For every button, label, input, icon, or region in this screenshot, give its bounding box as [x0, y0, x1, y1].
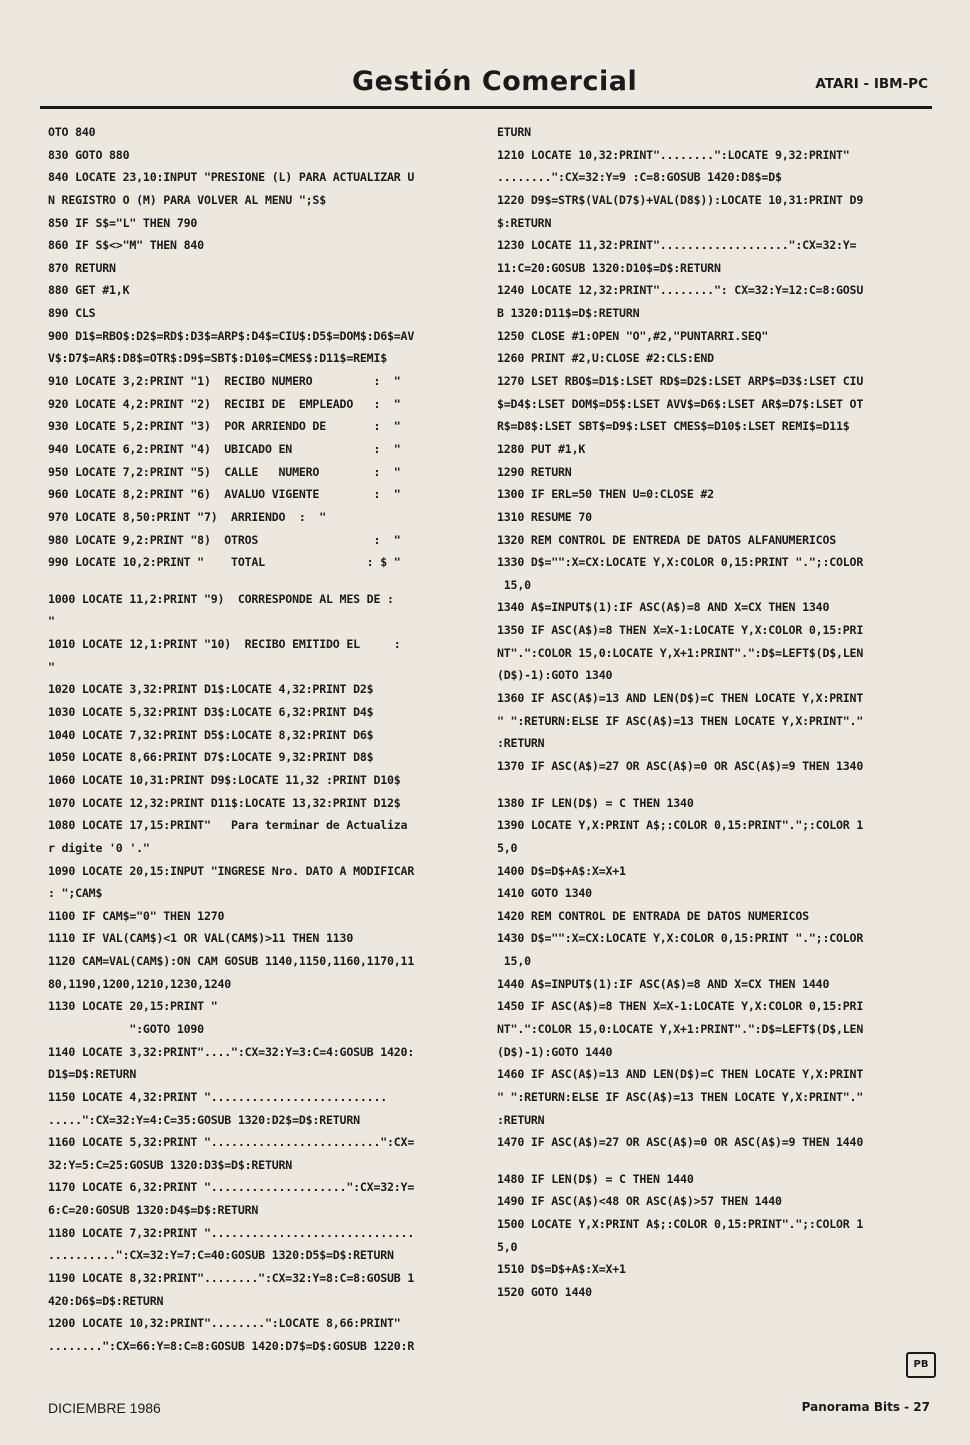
code-line: V$:D7$=AR$:D8$=OTR$:D9$=SBT$:D10$=CMES$:D11$=REMI$: [48, 351, 388, 366]
code-line: 1280 PUT #1,K: [497, 441, 586, 456]
code-line: 420:D6$=D$:RETURN: [48, 1293, 164, 1308]
code-line: 1120 CAM=VAL(CAM$):ON CAM GOSUB 1140,1150,1160,1170,11: [48, 954, 415, 969]
code-line: 32:Y=5:C=25:GOSUB 1320:D3$=D$:RETURN: [48, 1157, 293, 1172]
code-line: 1240 LOCATE 12,32:PRINT"........": CX=32:Y=12:C=8:GOSU: [497, 283, 864, 298]
code-line: 1010 LOCATE 12,1:PRINT "10) RECIBO EMITIDO EL :: [48, 637, 401, 652]
code-line: 1470 IF ASC(A$)=27 OR ASC(A$)=0 OR ASC(A$)=9 THEN 1440: [497, 1135, 864, 1150]
code-line: 860 IF S$<>"M" THEN 840: [48, 238, 204, 253]
code-line: 1090 LOCATE 20,15:INPUT "INGRESE Nro. DATO A MODIFICAR: [48, 863, 415, 878]
code-line: $=D4$:LSET DOM$=D5$:LSET AVV$=D6$:LSET AR$=D7$:LSET OT: [497, 396, 864, 411]
code-line: N REGISTRO O (M) PARA VOLVER AL MENU ";S$: [48, 192, 326, 207]
code-line: :RETURN: [497, 736, 545, 751]
code-line: 990 LOCATE 10,2:PRINT " TOTAL : $ ": [48, 555, 401, 570]
code-line: 1330 D$="":X=CX:LOCATE Y,X:COLOR 0,15:PRINT ".";:COLOR: [497, 555, 864, 570]
code-line: 1220 D9$=STR$(VAL(D7$)+VAL(D8$)):LOCATE 10,31:PRINT D9: [497, 192, 864, 207]
code-line: 11:C=20:GOSUB 1320:D10$=D$:RETURN: [497, 260, 721, 275]
code-line: ": [48, 614, 55, 629]
code-line: 1350 IF ASC(A$)=8 THEN X=X-1:LOCATE Y,X:COLOR 0,15:PRI: [497, 623, 864, 638]
magazine-logo-badge: PB: [906, 1352, 936, 1378]
code-line: 1520 GOTO 1440: [497, 1285, 592, 1300]
code-line: 1190 LOCATE 8,32:PRINT"........":CX=32:Y=8:C=8:GOSUB 1: [48, 1271, 415, 1286]
code-line: 1100 IF CAM$="0" THEN 1270: [48, 908, 225, 923]
code-line: 80,1190,1200,1210,1230,1240: [48, 976, 232, 991]
code-line: NT".":COLOR 15,0:LOCATE Y,X+1:PRINT".":D$=LEFT$(D$,LEN: [497, 1021, 864, 1036]
code-line: 950 LOCATE 7,2:PRINT "5) CALLE NUMERO : ": [48, 464, 401, 479]
footer-page-number: Panorama Bits - 27: [801, 1400, 930, 1414]
code-line: 5,0: [497, 840, 518, 855]
code-line: 1160 LOCATE 5,32:PRINT ".........................":CX=: [48, 1135, 415, 1150]
code-line: ........":CX=66:Y=8:C=8:GOSUB 1420:D7$=D$:GOSUB 1220:R: [48, 1338, 415, 1353]
code-line: 1410 GOTO 1340: [497, 886, 592, 901]
code-line: 1000 LOCATE 11,2:PRINT "9) CORRESPONDE AL MES DE :: [48, 591, 394, 606]
platform-label: ATARI - IBM-PC: [815, 76, 928, 92]
page-header: [40, 62, 932, 109]
footer-date: DICIEMBRE 1986: [48, 1400, 161, 1416]
code-line: ETURN: [497, 125, 531, 139]
code-line: r digite '0 '.": [48, 840, 150, 855]
code-line: 1340 A$=INPUT$(1):IF ASC(A$)=8 AND X=CX THEN 1340: [497, 600, 830, 615]
code-line: 1070 LOCATE 12,32:PRINT D11$:LOCATE 13,32:PRINT D12$: [48, 795, 401, 810]
code-line: 1400 D$=D$+A$:X=X+1: [497, 863, 626, 878]
code-line: 15,0: [497, 954, 531, 969]
code-line: 6:C=20:GOSUB 1320:D4$=D$:RETURN: [48, 1203, 259, 1218]
code-line: D1$=D$:RETURN: [48, 1067, 137, 1082]
code-line: 940 LOCATE 6,2:PRINT "4) UBICADO EN : ": [48, 441, 401, 456]
code-line: 840 LOCATE 23,10:INPUT "PRESIONE (L) PARA ACTUALIZAR U: [48, 170, 415, 185]
code-line: 5,0: [497, 1239, 518, 1254]
code-line: 1480 IF LEN(D$) = C THEN 1440: [497, 1171, 694, 1186]
code-line: 1020 LOCATE 3,32:PRINT D1$:LOCATE 4,32:PRINT D2$: [48, 682, 374, 697]
code-line: 890 CLS: [48, 306, 96, 321]
code-line: 1270 LSET RBO$=D1$:LSET RD$=D2$:LSET ARP$=D3$:LSET CIU: [497, 374, 864, 389]
section-title: Gestión Comercial: [352, 66, 638, 97]
blank-gap: [48, 574, 486, 588]
code-line: (D$)-1):GOTO 1340: [497, 668, 613, 683]
code-line: 1380 IF LEN(D$) = C THEN 1340: [497, 795, 694, 810]
code-line: 1420 REM CONTROL DE ENTRADA DE DATOS NUMERICOS: [497, 908, 809, 923]
code-line: 1290 RETURN: [497, 464, 572, 479]
code-column-left: [48, 121, 486, 1358]
code-line: 1500 LOCATE Y,X:PRINT A$;:COLOR 0,15:PRINT".";:COLOR 1: [497, 1217, 864, 1232]
code-line: .....":CX=32:Y=4:C=35:GOSUB 1320:D2$=D$:RETURN: [48, 1112, 360, 1127]
code-line: 1110 IF VAL(CAM$)<1 OR VAL(CAM$)>11 THEN 1130: [48, 931, 354, 946]
code-line: 1320 REM CONTROL DE ENTREDA DE DATOS ALFANUMERICOS: [497, 532, 837, 547]
blank-gap: [497, 778, 937, 792]
code-line: 1360 IF ASC(A$)=13 AND LEN(D$)=C THEN LOCATE Y,X:PRINT: [497, 691, 864, 706]
code-line: :RETURN: [497, 1112, 545, 1127]
code-line: 930 LOCATE 5,2:PRINT "3) POR ARRIENDO DE : ": [48, 419, 401, 434]
code-line: 1180 LOCATE 7,32:PRINT "..............................: [48, 1225, 415, 1240]
code-line: ": [48, 659, 55, 674]
code-line: 15,0: [497, 577, 531, 592]
code-column-right: [497, 121, 937, 1304]
code-line: : ";CAM$: [48, 886, 103, 901]
code-line: 900 D1$=RBO$:D2$=RD$:D3$=ARP$:D4$=CIU$:D5$=DOM$:D6$=AV: [48, 328, 415, 343]
code-line: 1440 A$=INPUT$(1):IF ASC(A$)=8 AND X=CX THEN 1440: [497, 976, 830, 991]
code-line: 980 LOCATE 9,2:PRINT "8) OTROS : ": [48, 532, 401, 547]
code-line: 1450 IF ASC(A$)=8 THEN X=X-1:LOCATE Y,X:COLOR 0,15:PRI: [497, 999, 864, 1014]
code-line: 1050 LOCATE 8,66:PRINT D7$:LOCATE 9,32:PRINT D8$: [48, 750, 374, 765]
code-line: 1150 LOCATE 4,32:PRINT "..........................: [48, 1089, 388, 1104]
code-line: ":GOTO 1090: [48, 1021, 204, 1036]
code-line: 1060 LOCATE 10,31:PRINT D9$:LOCATE 11,32 :PRINT D10$: [48, 772, 401, 787]
code-line: ..........":CX=32:Y=7:C=40:GOSUB 1320:D5$=D$:RETURN: [48, 1248, 394, 1263]
code-line: 1200 LOCATE 10,32:PRINT"........":LOCATE 8,66:PRINT": [48, 1316, 401, 1331]
code-line: 960 LOCATE 8,2:PRINT "6) AVALUO VIGENTE : ": [48, 487, 401, 502]
code-line: R$=D8$:LSET SBT$=D9$:LSET CMES$=D10$:LSET REMI$=D11$: [497, 419, 850, 434]
code-line: 1130 LOCATE 20,15:PRINT ": [48, 999, 218, 1014]
code-line: 1030 LOCATE 5,32:PRINT D3$:LOCATE 6,32:PRINT D4$: [48, 705, 374, 720]
code-line: 1170 LOCATE 6,32:PRINT "....................":CX=32:Y=: [48, 1180, 415, 1195]
code-line: 1310 RESUME 70: [497, 509, 592, 524]
code-line: 1080 LOCATE 17,15:PRINT" Para terminar de Actualiza: [48, 818, 408, 833]
code-line: ........":CX=32:Y=9 :C=8:GOSUB 1420:D8$=D$: [497, 170, 782, 185]
code-line: 910 LOCATE 3,2:PRINT "1) RECIBO NUMERO : ": [48, 374, 401, 389]
code-line: 880 GET #1,K: [48, 283, 130, 298]
code-line: 1140 LOCATE 3,32:PRINT"....":CX=32:Y=3:C=4:GOSUB 1420:: [48, 1044, 415, 1059]
code-line: 1260 PRINT #2,U:CLOSE #2:CLS:END: [497, 351, 714, 366]
code-line: 850 IF S$="L" THEN 790: [48, 215, 198, 230]
code-line: 970 LOCATE 8,50:PRINT "7) ARRIENDO : ": [48, 509, 326, 524]
code-line: 1230 LOCATE 11,32:PRINT"...................":CX=32:Y=: [497, 238, 857, 253]
code-line: 830 GOTO 880: [48, 147, 130, 162]
code-line: 1490 IF ASC(A$)<48 OR ASC(A$)>57 THEN 1440: [497, 1194, 782, 1209]
code-line: 870 RETURN: [48, 260, 116, 275]
blank-gap: [497, 1154, 937, 1168]
code-line: 1210 LOCATE 10,32:PRINT"........":LOCATE 9,32:PRINT": [497, 147, 850, 162]
code-line: 1250 CLOSE #1:OPEN "O",#2,"PUNTARRI.SEQ": [497, 328, 769, 343]
code-line: 1460 IF ASC(A$)=13 AND LEN(D$)=C THEN LOCATE Y,X:PRINT: [497, 1067, 864, 1082]
code-line: NT".":COLOR 15,0:LOCATE Y,X+1:PRINT".":D$=LEFT$(D$,LEN: [497, 645, 864, 660]
code-line: " ":RETURN:ELSE IF ASC(A$)=13 THEN LOCATE Y,X:PRINT".": [497, 713, 864, 728]
code-line: 1510 D$=D$+A$:X=X+1: [497, 1262, 626, 1277]
code-line: 1390 LOCATE Y,X:PRINT A$;:COLOR 0,15:PRINT".";:COLOR 1: [497, 818, 864, 833]
code-line: 1040 LOCATE 7,32:PRINT D5$:LOCATE 8,32:PRINT D6$: [48, 727, 374, 742]
code-line: OTO 840: [48, 125, 96, 139]
code-line: $:RETURN: [497, 215, 552, 230]
code-line: (D$)-1):GOTO 1440: [497, 1044, 613, 1059]
code-line: B 1320:D11$=D$:RETURN: [497, 306, 640, 321]
code-line: 1370 IF ASC(A$)=27 OR ASC(A$)=0 OR ASC(A$)=9 THEN 1340: [497, 758, 864, 773]
code-line: 1300 IF ERL=50 THEN U=0:CLOSE #2: [497, 487, 714, 502]
code-line: 1430 D$="":X=CX:LOCATE Y,X:COLOR 0,15:PRINT ".";:COLOR: [497, 931, 864, 946]
code-line: " ":RETURN:ELSE IF ASC(A$)=13 THEN LOCATE Y,X:PRINT".": [497, 1089, 864, 1104]
code-line: 920 LOCATE 4,2:PRINT "2) RECIBI DE EMPLEADO : ": [48, 396, 401, 411]
